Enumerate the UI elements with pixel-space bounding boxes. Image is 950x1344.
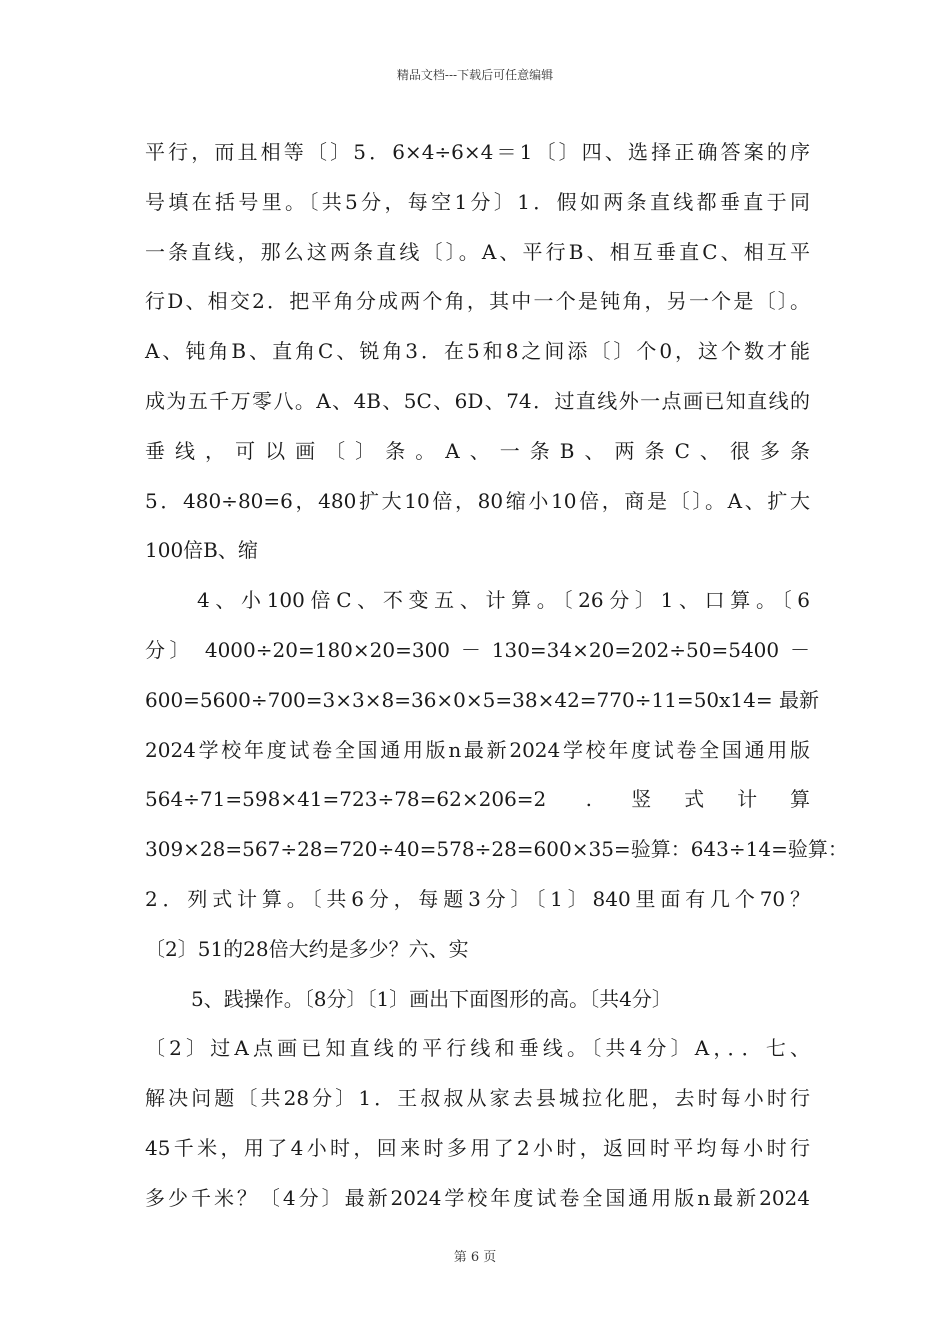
text-line: 4、小100倍C、不变五、计算。〔26分〕1、口算。〔6 <box>197 588 810 613</box>
text-line: 2024学校年度试卷全国通用版n最新2024学校年度试卷全国通用版 <box>145 737 810 762</box>
text-line: 平行，而且相等〔〕5．6×4÷6×4＝1〔〕四、选择正确答案的序 <box>145 140 810 164</box>
text-line: 一条直线，那么这两条直线〔〕。A、平行B、相互垂直C、相互平 <box>145 239 810 264</box>
page-header: 精品文档---下载后可任意编辑 <box>396 68 554 82</box>
text-line: 行D、相交2．把平角分成两个角，其中一个是钝角，另一个是〔〕。 <box>145 289 810 314</box>
text-line: 5．480÷80=6，480扩大10倍，80缩小10倍，商是〔〕。A、扩大 <box>145 488 810 513</box>
text-line: 45千米，用了4小时，回来时多用了2小时，返回时平均每小时行 <box>145 1135 810 1160</box>
text-line: 5、践操作。〔8分〕〔1〕画出下面图形的高。〔共4分〕 <box>191 986 672 1011</box>
text-line: 垂线，可以画〔〕条。A、一条B、两条C、很多条 <box>145 438 810 463</box>
page-number: 第 6 页 <box>453 1250 497 1265</box>
text-line: 分〕 4000÷20=180×20=300 － 130=34×20=202÷50=5400 － <box>145 637 810 662</box>
text-line: 〔2〕51的28倍大约是多少？六、实 <box>145 936 469 961</box>
text-line: A、钝角B、直角C、锐角3．在5和8之间添〔〕个0，这个数才能 <box>145 339 810 364</box>
text-line: 309×28=567÷28=720÷40=578÷28=600×35=验算：643÷14=验算： <box>145 837 848 862</box>
text-line: 号填在括号里。〔共5分，每空1分〕1．假如两条直线都垂直于同 <box>145 189 810 214</box>
text-line: 多少千米？〔4分〕最新2024学校年度试卷全国通用版n最新2024 <box>145 1185 810 1210</box>
document-body <box>145 128 848 1224</box>
text-line: 解决问题〔共28分〕1．王叔叔从家去县城拉化肥，去时每小时行 <box>145 1086 810 1111</box>
text-line: 〔2〕过A点画已知直线的平行线和垂线。〔共4分〕A，．．七、 <box>145 1036 810 1061</box>
text-line: 600=5600÷700=3×3×8=36×0×5=38×42=770÷11=50x14= 最新 <box>145 687 819 712</box>
text-line: 2．列式计算。〔共6分，每题3分〕〔1〕840里面有几个70？ <box>145 886 810 911</box>
text-line: 100倍B、缩 <box>145 538 258 563</box>
text-line: 564÷71=598×41=723÷78=62×206=2 . 竖式计算 <box>145 787 810 812</box>
text-line: 成为五千万零八。A、4B、5C、6D、74．过直线外一点画已知直线的 <box>145 388 810 413</box>
